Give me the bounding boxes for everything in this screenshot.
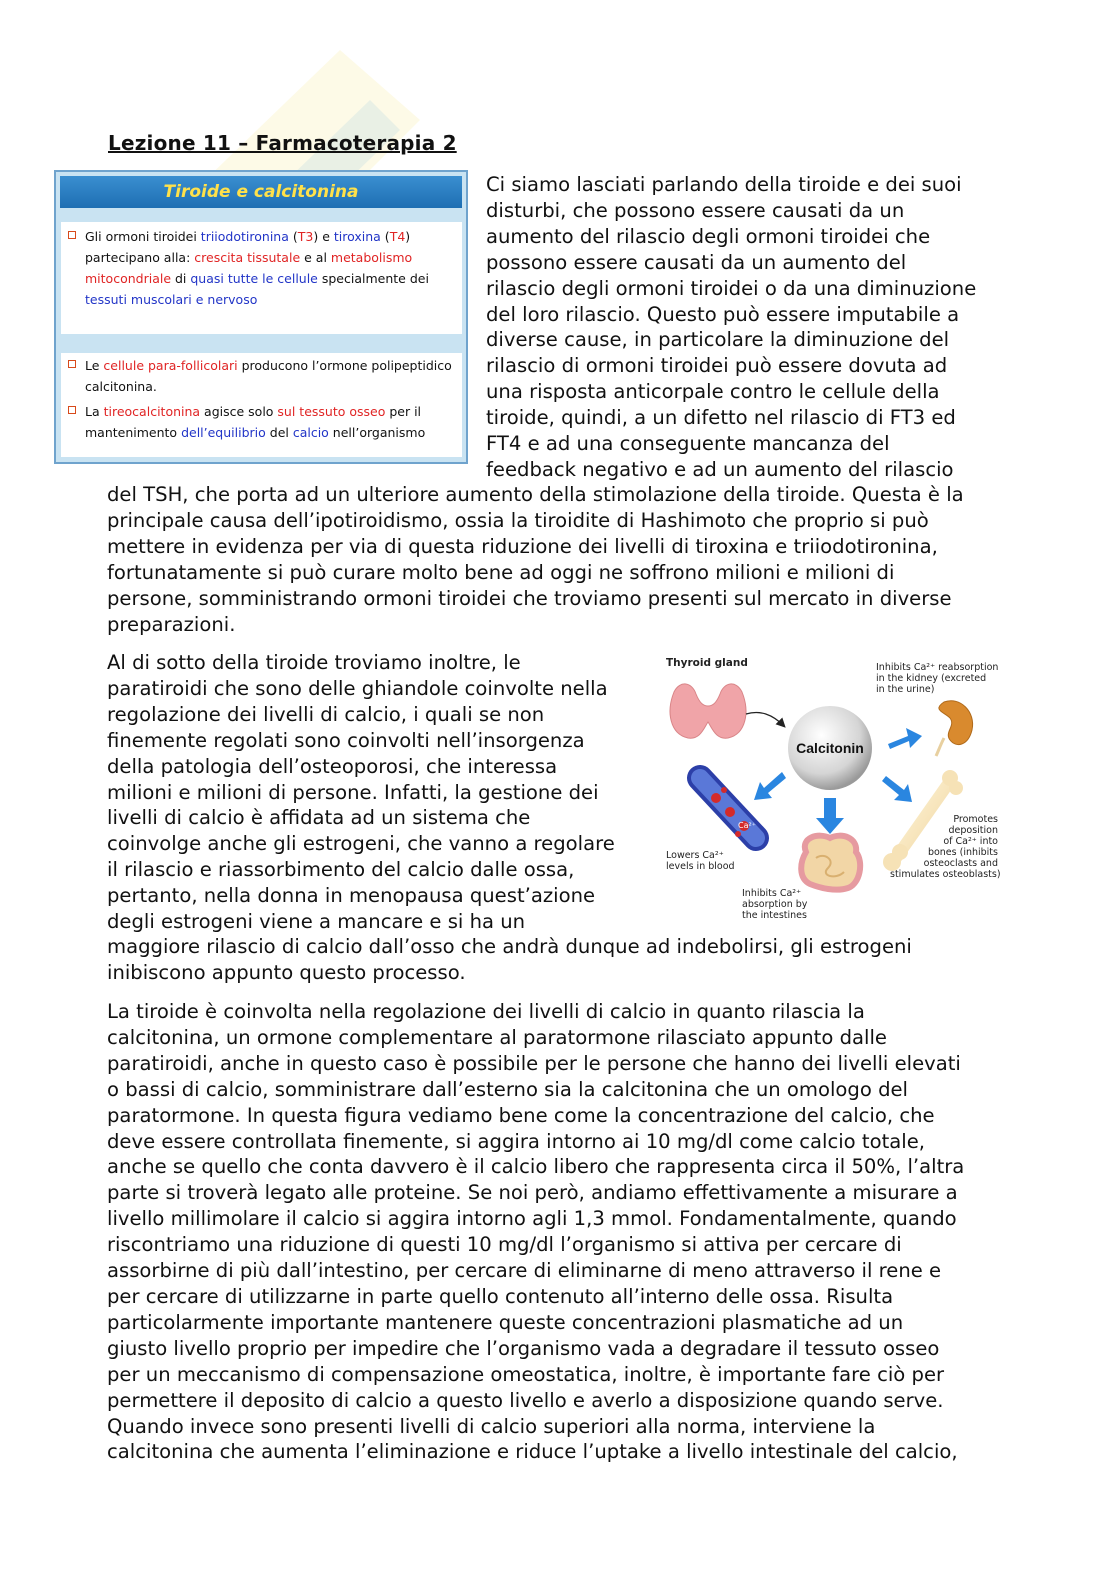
label-line: in the kidney (excreted: [876, 673, 987, 684]
slide-text: tiroxina: [333, 229, 381, 244]
label-line: levels in blood: [666, 861, 735, 872]
text-line: livello millimolare il calcio si aggira intorno agli 1,3 mmol. Fondamentalmente, quando: [107, 1207, 957, 1231]
text-line: assorbirne di più dall’intestino, per cercare di eliminarne di meno attraverso il rene e: [107, 1259, 942, 1283]
text-line: maggiore rilascio di calcio dall’osso che andrà dunque ad indebolirsi, gli estrogeni: [107, 935, 912, 958]
slide-box-hormones: [61, 222, 462, 334]
slide-text: ) partecipano alla:: [85, 229, 411, 265]
slide-text: agisce solo: [200, 404, 278, 419]
text-line: per un meccanismo di compensazione omeostatica, inoltre, è importante fare ciò per: [107, 1362, 945, 1386]
text-line: aumento del rilascio degli ormoni tiroidei che: [486, 224, 931, 248]
kidney-icon: [936, 701, 973, 756]
calcitonin-label: Calcitonin: [796, 740, 864, 756]
text-line: permettere il deposito di calcio a questo livello e averlo a disposizione quando serve.: [107, 1388, 944, 1412]
slide-text: calcio: [292, 425, 329, 440]
text-line: regolazione dei livelli di calcio, i quali se non: [107, 702, 545, 726]
slide-text: triiodotironina: [200, 229, 289, 244]
text-line: per cercare di utilizzarne in parte quello contenuto all’interno delle ossa. Risulta: [107, 1284, 894, 1308]
slide-text: per il mantenimento: [85, 404, 422, 440]
label-line: Promotes: [953, 814, 998, 825]
text-line: il rilascio e riassorbimento del calcio dalle ossa,: [107, 858, 575, 882]
label-line: bones (inhibits: [927, 847, 998, 858]
slide-text: tireocalcitonina: [103, 404, 201, 419]
slide-text: Gli ormoni tiroidei: [85, 229, 201, 244]
label-line: of Ca²⁺ into: [943, 836, 998, 847]
slide-text: ) e: [313, 229, 334, 244]
text-line: fortunatamente si può curare molto bene ad oggi ne soffrono milioni e milioni di: [107, 560, 895, 584]
slide-text: metabolismo mitocondriale: [85, 250, 413, 286]
paragraph-2-wrapped: [107, 650, 647, 935]
slide-text: T3: [297, 229, 314, 244]
label-line: osteoclasts and: [923, 858, 998, 869]
slide-bullet: [85, 226, 456, 310]
text-line: anche se quello che conta davvero è il calcio libero che rappresenta circa il 50%, l’altra: [107, 1155, 965, 1179]
text-line: FT4 e ad una conseguente mancanza del: [486, 432, 890, 456]
slide-text: dell’equilibrio: [181, 425, 266, 440]
text-line: del TSH, che porta ad un ulteriore aumento della stimolazione della tiroide. Questa è la: [107, 483, 964, 506]
text-line: finemente regolati sono coinvolti nell’insorgenza: [107, 728, 585, 752]
ion-label: Ca²⁺: [738, 821, 756, 830]
text-line: paratiroidi, anche in questo caso è possibile per le persone che hanno dei livelli elevati: [107, 1051, 961, 1075]
arrow-bone: [882, 776, 912, 802]
text-line: riscontriamo una riduzione di questi 10 mg/dl l’organismo si attiva per cercare di: [107, 1233, 902, 1257]
arrow-kidney: [888, 728, 922, 749]
label-line: Inhibits Ca²⁺ reabsorption: [876, 662, 999, 673]
paragraph-3: [107, 999, 1017, 1465]
text-line: parte si troverà legato alle proteine. Se noi però, andiamo effettivamente a misurare a: [107, 1181, 958, 1205]
intestine-icon: [801, 836, 860, 890]
label-line: stimulates osteoblasts): [890, 869, 1001, 880]
label-line: in the urine): [876, 684, 935, 695]
slide-text: nell’organismo: [328, 425, 426, 440]
slide-text: (: [288, 229, 298, 244]
arrow-intestine: [816, 798, 844, 834]
text-line: principale causa dell’ipotiroidismo, ossia la tiroidite di Hashimoto che proprio si può: [107, 508, 929, 532]
text-line: tiroide, quindi, a un difetto nel rilascio di FT3 ed: [486, 406, 956, 430]
slide-text: Le: [85, 358, 104, 373]
text-line: giusto livello proprio per impedire che l’organismo vada a degradare il tessuto osseo: [107, 1336, 940, 1360]
text-line: Quando invece sono presenti livelli di calcio superiori alla norma, interviene la: [107, 1414, 876, 1438]
slide-text: quasi tutte le cellule: [190, 271, 318, 286]
slide-box-calcitonin: [61, 353, 462, 457]
calcitonin-diagram: [660, 652, 1010, 932]
slide-text: di: [171, 271, 191, 286]
kidney-label: [876, 662, 1006, 695]
paragraph-1-wrapped: [486, 172, 1006, 483]
text-line: rilascio degli ormoni tiroidei o da una diminuzione: [486, 276, 977, 300]
label-line: the intestines: [742, 910, 807, 921]
paragraph-1-full: [107, 482, 1017, 637]
text-line: pertanto, nella donna in menopausa quest’azione: [107, 884, 596, 908]
text-line: inibiscono appunto questo processo.: [107, 960, 466, 984]
label-line: absorption by: [742, 899, 808, 910]
text-line: paratormone. In questa figura vediamo bene come la concentrazione del calcio, che: [107, 1103, 935, 1127]
text-line: La tiroide è coinvolta nella regolazione dei livelli di calcio in quanto rilascia la: [107, 1000, 865, 1023]
slide-text: (: [380, 229, 390, 244]
text-line: persone, somministrando ormoni tiroidei che troviamo presenti sul mercato in diverse: [107, 586, 952, 610]
slide-text: T4: [389, 229, 406, 244]
text-line: milioni e milioni di persone. Infatti, la gestione dei: [107, 780, 599, 804]
slide-bullet: [85, 401, 456, 443]
text-line: particolarmente importante mantenere queste concentrazioni plasmatiche ad un: [107, 1310, 904, 1334]
slide-figure: [54, 170, 468, 464]
text-line: Al di sotto della tiroide troviamo inoltre, le: [107, 651, 521, 674]
slide-bullet: [85, 355, 456, 397]
label-line: Inhibits Ca²⁺: [742, 888, 802, 899]
thyroid-label: Thyroid gland: [666, 657, 748, 669]
text-line: rilascio di ormoni tiroidei può essere dovuta ad: [486, 354, 948, 378]
slide-text: producono l’ormone polipeptidico calcitonina.: [85, 358, 452, 394]
slide-text: e al: [300, 250, 331, 265]
text-line: calcitonina che aumenta l’eliminazione e riduce l’uptake a livello intestinale del calcio,: [107, 1440, 958, 1464]
text-line: Ci siamo lasciati parlando della tiroide e dei suoi: [486, 173, 962, 196]
arrow-blood: [754, 772, 786, 800]
slide-header: Tiroide e calcitonina: [60, 176, 462, 208]
blood-label: [666, 850, 735, 872]
intestine-label: [742, 888, 807, 921]
text-line: feedback negativo e ad un aumento del rilascio: [486, 457, 954, 481]
thyroid-gland-icon: [670, 684, 746, 738]
text-line: del loro rilascio. Questo può essere imputabile a: [486, 302, 960, 326]
bone-label: [890, 814, 1001, 880]
slide-text: sul tessuto osseo: [277, 404, 386, 419]
text-line: disturbi, che possono essere causati da un: [486, 198, 905, 222]
text-line: mettere in evidenza per via di questa riduzione dei livelli di tiroxina e triiodotironina,: [107, 534, 938, 558]
text-line: degli estrogeni viene a mancare e si ha un: [107, 910, 526, 934]
text-line: una risposta anticorpale contro le cellule della: [486, 380, 940, 404]
label-line: Lowers Ca²⁺: [666, 850, 724, 861]
page-title: Lezione 11 – Farmacoterapia 2: [108, 131, 457, 155]
slide-text: crescita tissutale: [194, 250, 301, 265]
text-line: della patologia dell’osteoporosi, che interessa: [107, 754, 558, 778]
text-line: calcitonina, un ormone complementare al paratormone rilasciato appunto dalle: [107, 1025, 887, 1049]
text-line: o bassi di calcio, somministrare dall’esterno sia la calcitonina che un omologo del: [107, 1077, 908, 1101]
thyroid-arrow: [746, 713, 784, 727]
slide-text: specialmente dei: [317, 271, 429, 286]
slide-text: cellule para-follicolari: [103, 358, 238, 373]
text-line: livelli di calcio è affidata ad un sistema che: [107, 806, 531, 830]
text-line: diverse cause, in particolare la diminuzione del: [486, 328, 950, 352]
paragraph-2-full: [107, 934, 1017, 986]
text-line: possono essere causati da un aumento del: [486, 250, 907, 274]
text-line: paratiroidi che sono delle ghiandole coinvolte nella: [107, 676, 608, 700]
slide-text: del: [265, 425, 293, 440]
slide-text: tessuti muscolari e nervoso: [85, 292, 258, 307]
text-line: deve essere controllata finemente, si aggira intorno ai 10 mg/dl come calcio totale,: [107, 1129, 925, 1153]
text-line: preparazioni.: [107, 612, 236, 636]
slide-text: La: [85, 404, 104, 419]
label-line: deposition: [948, 825, 998, 836]
text-line: coinvolge anche gli estrogeni, che vanno a regolare: [107, 832, 615, 856]
